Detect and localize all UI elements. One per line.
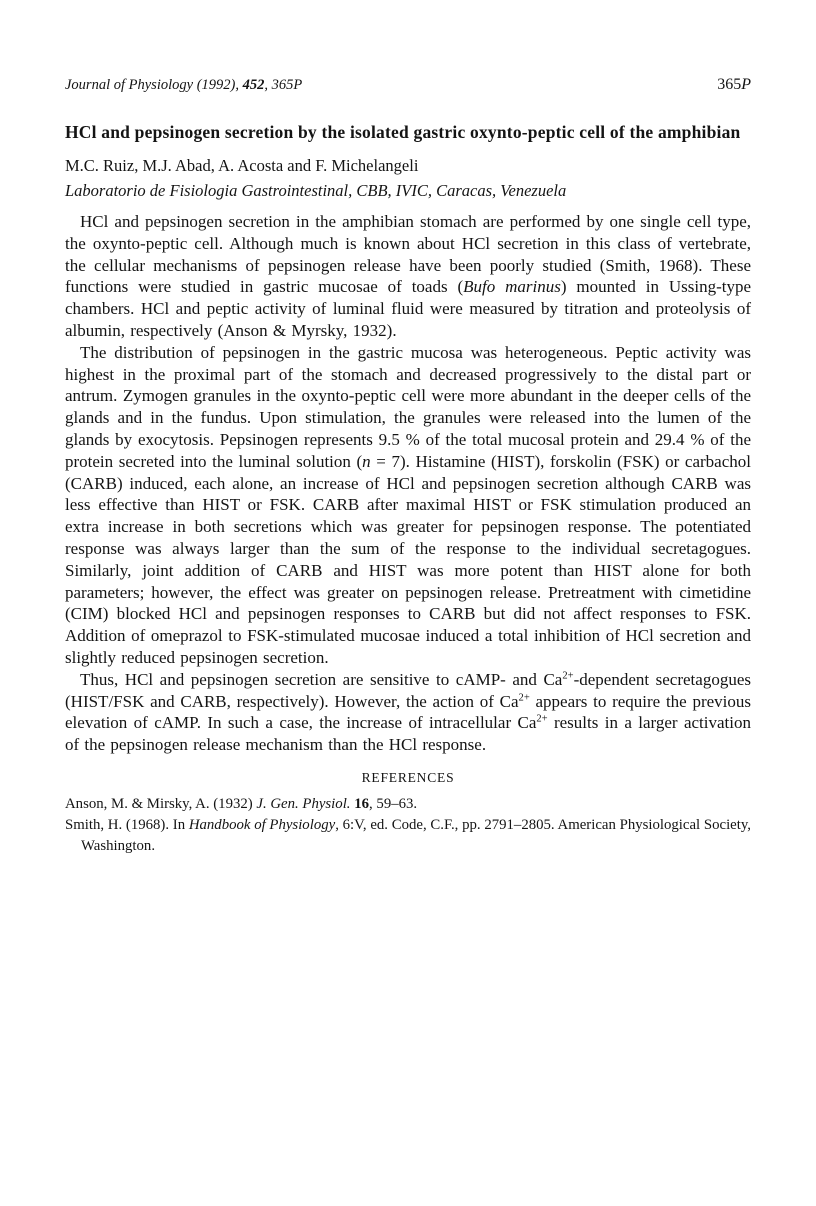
authors-line: M.C. Ruiz, M.J. Abad, A. Acosta and F. Michelangeli (65, 156, 419, 175)
abstract-body (65, 211, 751, 756)
page-number (717, 76, 751, 94)
text-segment: The distribution of pepsinogen in the gastric mucosa was heterogeneous. Peptic activity was highest in the proximal part of the stomach and decreased progressively to the distal part or antrum. Zymogen granules in the oxynto-peptic cell were more abundant in the deeper cells of the glands and in the fundus. Upon stimulation, the granules were released into the lumen of the glands by exocytosis. Pepsinogen represents 9.5 % of the total mucosal protein and 29.4 % of the protein secreted into the luminal solution ( (65, 342, 751, 471)
text-segment: Journal of Physiology (1992), (65, 77, 243, 93)
text-segment: 452 (242, 77, 265, 93)
paragraph (65, 342, 751, 669)
reference-entry (65, 815, 751, 857)
text-segment: , 59–63. (369, 795, 418, 812)
journal-reference (65, 77, 302, 94)
article-title: HCl and pepsinogen secretion by the isolated gastric oxynto-peptic cell of the amphibian (65, 122, 741, 142)
paragraph (65, 669, 751, 756)
text-segment: Bufo marinus (463, 277, 561, 297)
text-segment: , 6:V, ed. Code, C.F., pp. 2791–2805. American Physiological Society, Washington. (81, 816, 751, 854)
text-segment: Anson, M. & Mirsky, A. (1932) (65, 795, 257, 812)
text-segment: = 7). Histamine (HIST), forskolin (FSK) or carbachol (CARB) induced, each alone, an increase of HCl and pepsinogen secretion although CARB was less effective than HIST or FSK. CARB after maximal HIST or FSK stimulation produced an extra increase in both secretions which was greater for pepsinogen response. The potentiated response was always larger than the sum of the response to the individual secretagogues. Similarly, joint addition of CARB and HIST was more potent than HIST alone for both parameters; however, the effect was greater on pepsinogen release. Pretreatment with cimetidine (CIM) blocked HCl and pepsinogen responses to CARB but did not affect responses to FSK. Addition of omeprazol to FSK-stimulated mucosae induced a total inhibition of HCl secretion and slightly reduced pepsinogen secretion. (65, 451, 751, 667)
reference-entry (65, 794, 751, 815)
text-segment: P (293, 77, 303, 93)
text-segment: 2+ (518, 691, 530, 703)
text-segment: n (362, 451, 371, 471)
text-segment: Thus, HCl and pepsinogen secretion are sensitive to cAMP- and Ca (80, 669, 563, 689)
text-segment: 2+ (562, 670, 574, 682)
text-segment: ) mounted in Ussing-type chambers. HCl and peptic activity of luminal fluid were measured by titration and proteolysis of albumin, respectively (Anson & Myrsky, 1932). (65, 277, 752, 340)
text-segment: HCl and pepsinogen secretion in the amphibian stomach are performed by one single cell type, the oxynto-peptic cell. Although much is known about HCl secretion in this class of vertebrate, the cellular mechanisms of pepsinogen release have been poorly studied (Smith, 1968). These functions were studied in gastric mucosae of toads ( (65, 212, 751, 297)
paragraph (65, 211, 751, 342)
text-segment: appears to require the previous elevation of cAMP. In such a case, the increase of intracellular Ca (65, 691, 751, 733)
text-segment: Handbook of Physiology (188, 816, 336, 833)
affiliation-line: Laboratorio de Fisiologia Gastrointestinal, CBB, IVIC, Caracas, Venezuela (65, 181, 567, 200)
references-heading: REFERENCES (361, 769, 455, 785)
references-list (65, 794, 751, 857)
text-segment: 365 (717, 76, 742, 93)
text-segment: 16 (354, 795, 370, 812)
text-segment: P (741, 76, 751, 93)
text-segment: -dependent secretagogues (HIST/FSK and CARB, respectively). However, the action of Ca (65, 669, 751, 711)
text-segment: Smith, H. (1968). In (65, 816, 189, 833)
text-segment: 2+ (536, 713, 548, 725)
text-segment: , 365 (264, 77, 294, 93)
text-segment: results in a larger activation of the pepsinogen release mechanism than the HCl response. (65, 713, 751, 755)
running-head (65, 76, 751, 94)
text-segment: J. Gen. Physiol. (256, 795, 355, 812)
journal-page (65, 0, 751, 857)
